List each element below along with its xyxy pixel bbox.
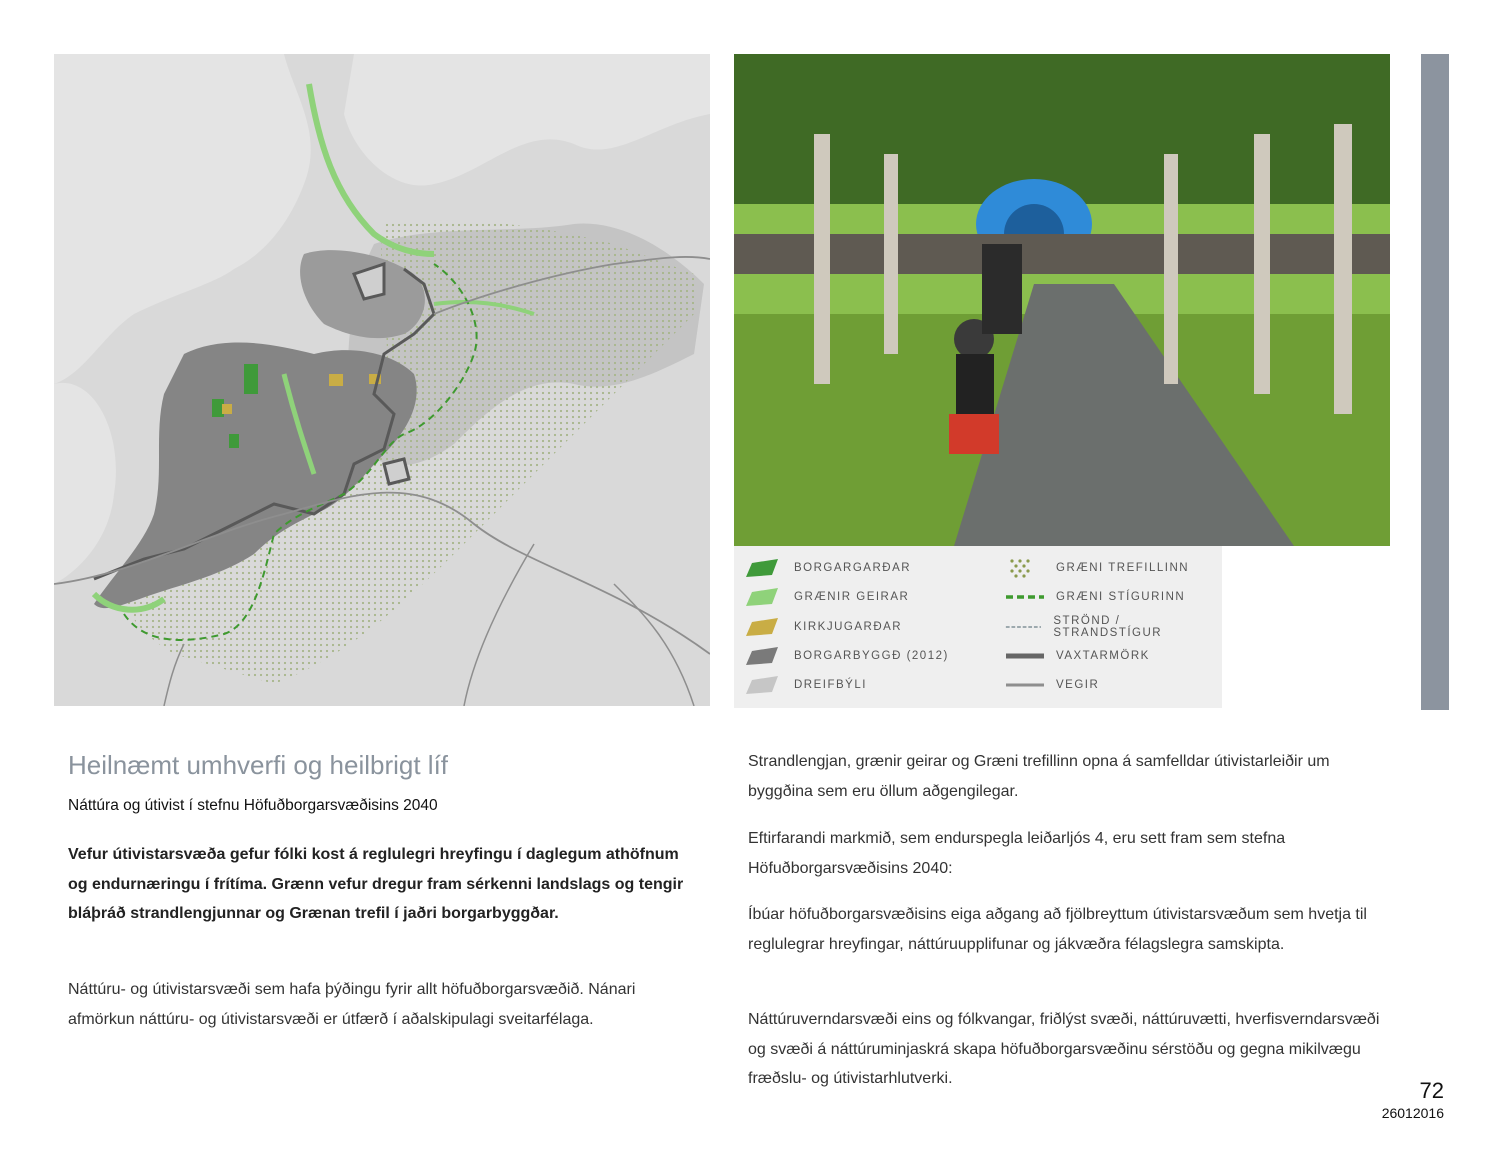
park <box>244 364 258 394</box>
legend-label: BORGARGARÐAR <box>794 562 912 574</box>
legend-label: BORGARBYGGÐ (2012) <box>794 650 949 662</box>
legend-item <box>1004 557 1189 579</box>
legend-item <box>1004 645 1150 667</box>
date-code: 26012016 <box>1381 1105 1444 1121</box>
urban-area-swatch-icon <box>742 645 782 667</box>
legend-label: STRÖND / STRANDSTÍGUR <box>1053 615 1163 639</box>
page-side-bar <box>1421 54 1449 710</box>
body-paragraph: Strandlengjan, grænir geirar og Græni trefillinn opna á samfelldar útivistarleiðir um byggðina sem eru öllum aðgengilegar. <box>748 753 1330 800</box>
thick-gray-line-icon <box>1004 645 1044 667</box>
legend-item <box>1004 616 1222 638</box>
growth-boundary-3 <box>384 459 409 484</box>
legend-label: DREIFBÝLI <box>794 679 867 691</box>
section-heading: Heilnæmt umhverfi og heilbrigt líf <box>68 750 449 780</box>
rural-area-swatch-icon <box>742 674 782 696</box>
legend-label: GRÆNI TREFILLINN <box>1056 562 1190 574</box>
lead-paragraph: Vefur útivistarsvæða gefur fólki kost á reglulegri hreyfingu í daglegum athöfnum og endurnæringu í frítíma. Grænn vefur dregur fram sérkenni landslags og tengir bláþráð strandlengjunnar og Grænan trefil í jaðri borgarbyggðar. <box>68 846 684 922</box>
park-3 <box>229 434 239 448</box>
cemetery <box>329 374 343 386</box>
legend-label: KIRKJUGARÐAR <box>794 621 903 633</box>
page-number: 72 <box>1419 1078 1444 1103</box>
green-dashed-line-icon <box>1004 586 1044 608</box>
map-legend <box>734 546 1222 708</box>
park-swatch-icon <box>742 557 782 579</box>
cemetery-swatch-icon <box>742 616 782 638</box>
body-paragraph: Náttúru- og útivistarsvæði sem hafa þýðingu fyrir allt höfuðborgarsvæðið. Nánari afmörkun náttúru- og útivistarsvæði er útfærð í aðalskipulagi sveitarfélaga. <box>68 981 636 1028</box>
dot-pattern-icon <box>1004 557 1044 579</box>
legend-label: VEGIR <box>1056 679 1100 691</box>
park-photo <box>734 54 1390 546</box>
legend-label: GRÆNIR GEIRAR <box>794 591 910 603</box>
legend-item <box>742 586 909 608</box>
sea-area <box>54 54 311 384</box>
legend-label: GRÆNI STÍGURINN <box>1056 591 1186 603</box>
section-subtitle: Náttúra og útivist í stefnu Höfuðborgarsvæðisins 2040 <box>68 797 438 814</box>
legend-item <box>1004 674 1099 696</box>
legend-item <box>742 645 949 667</box>
body-paragraph: Eftirfarandi markmið, sem endurspegla leiðarljós 4, eru sett fram sem stefna Höfuðborgarsvæðisins 2040: <box>748 830 1286 877</box>
legend-item <box>742 616 902 638</box>
sea-bay <box>54 383 116 584</box>
green-wedge-swatch-icon <box>742 586 782 608</box>
body-paragraph: Íbúar höfuðborgarsvæðisins eiga aðgang að fjölbreyttum útivistarsvæðum sem hvetja til reglulegrar hreyfingar, náttúruupplifunar og jákvæðra félagslegra samskipta. <box>748 906 1367 953</box>
legend-label: VAXTARMÖRK <box>1056 650 1150 662</box>
road-3 <box>464 544 534 706</box>
thin-dashed-line-icon <box>1004 616 1041 638</box>
legend-item <box>742 557 911 579</box>
map-graphic <box>54 54 710 706</box>
regional-map <box>54 54 710 706</box>
sea-area-north <box>344 54 710 186</box>
body-paragraph: Náttúruverndarsvæði eins og fólkvangar, friðlýst svæði, náttúruvætti, hverfisverndarsvæði og svæði á náttúruminjaskrá skapa höfuðborgarsvæðinu sérstöðu og gegna mikilvægu fræðslu- og útivistarhlutverki. <box>748 1011 1380 1087</box>
road-line-icon <box>1004 674 1044 696</box>
legend-item <box>742 674 867 696</box>
cemetery-2 <box>222 404 232 414</box>
legend-item <box>1004 586 1185 608</box>
photo-graphic <box>734 54 1390 546</box>
